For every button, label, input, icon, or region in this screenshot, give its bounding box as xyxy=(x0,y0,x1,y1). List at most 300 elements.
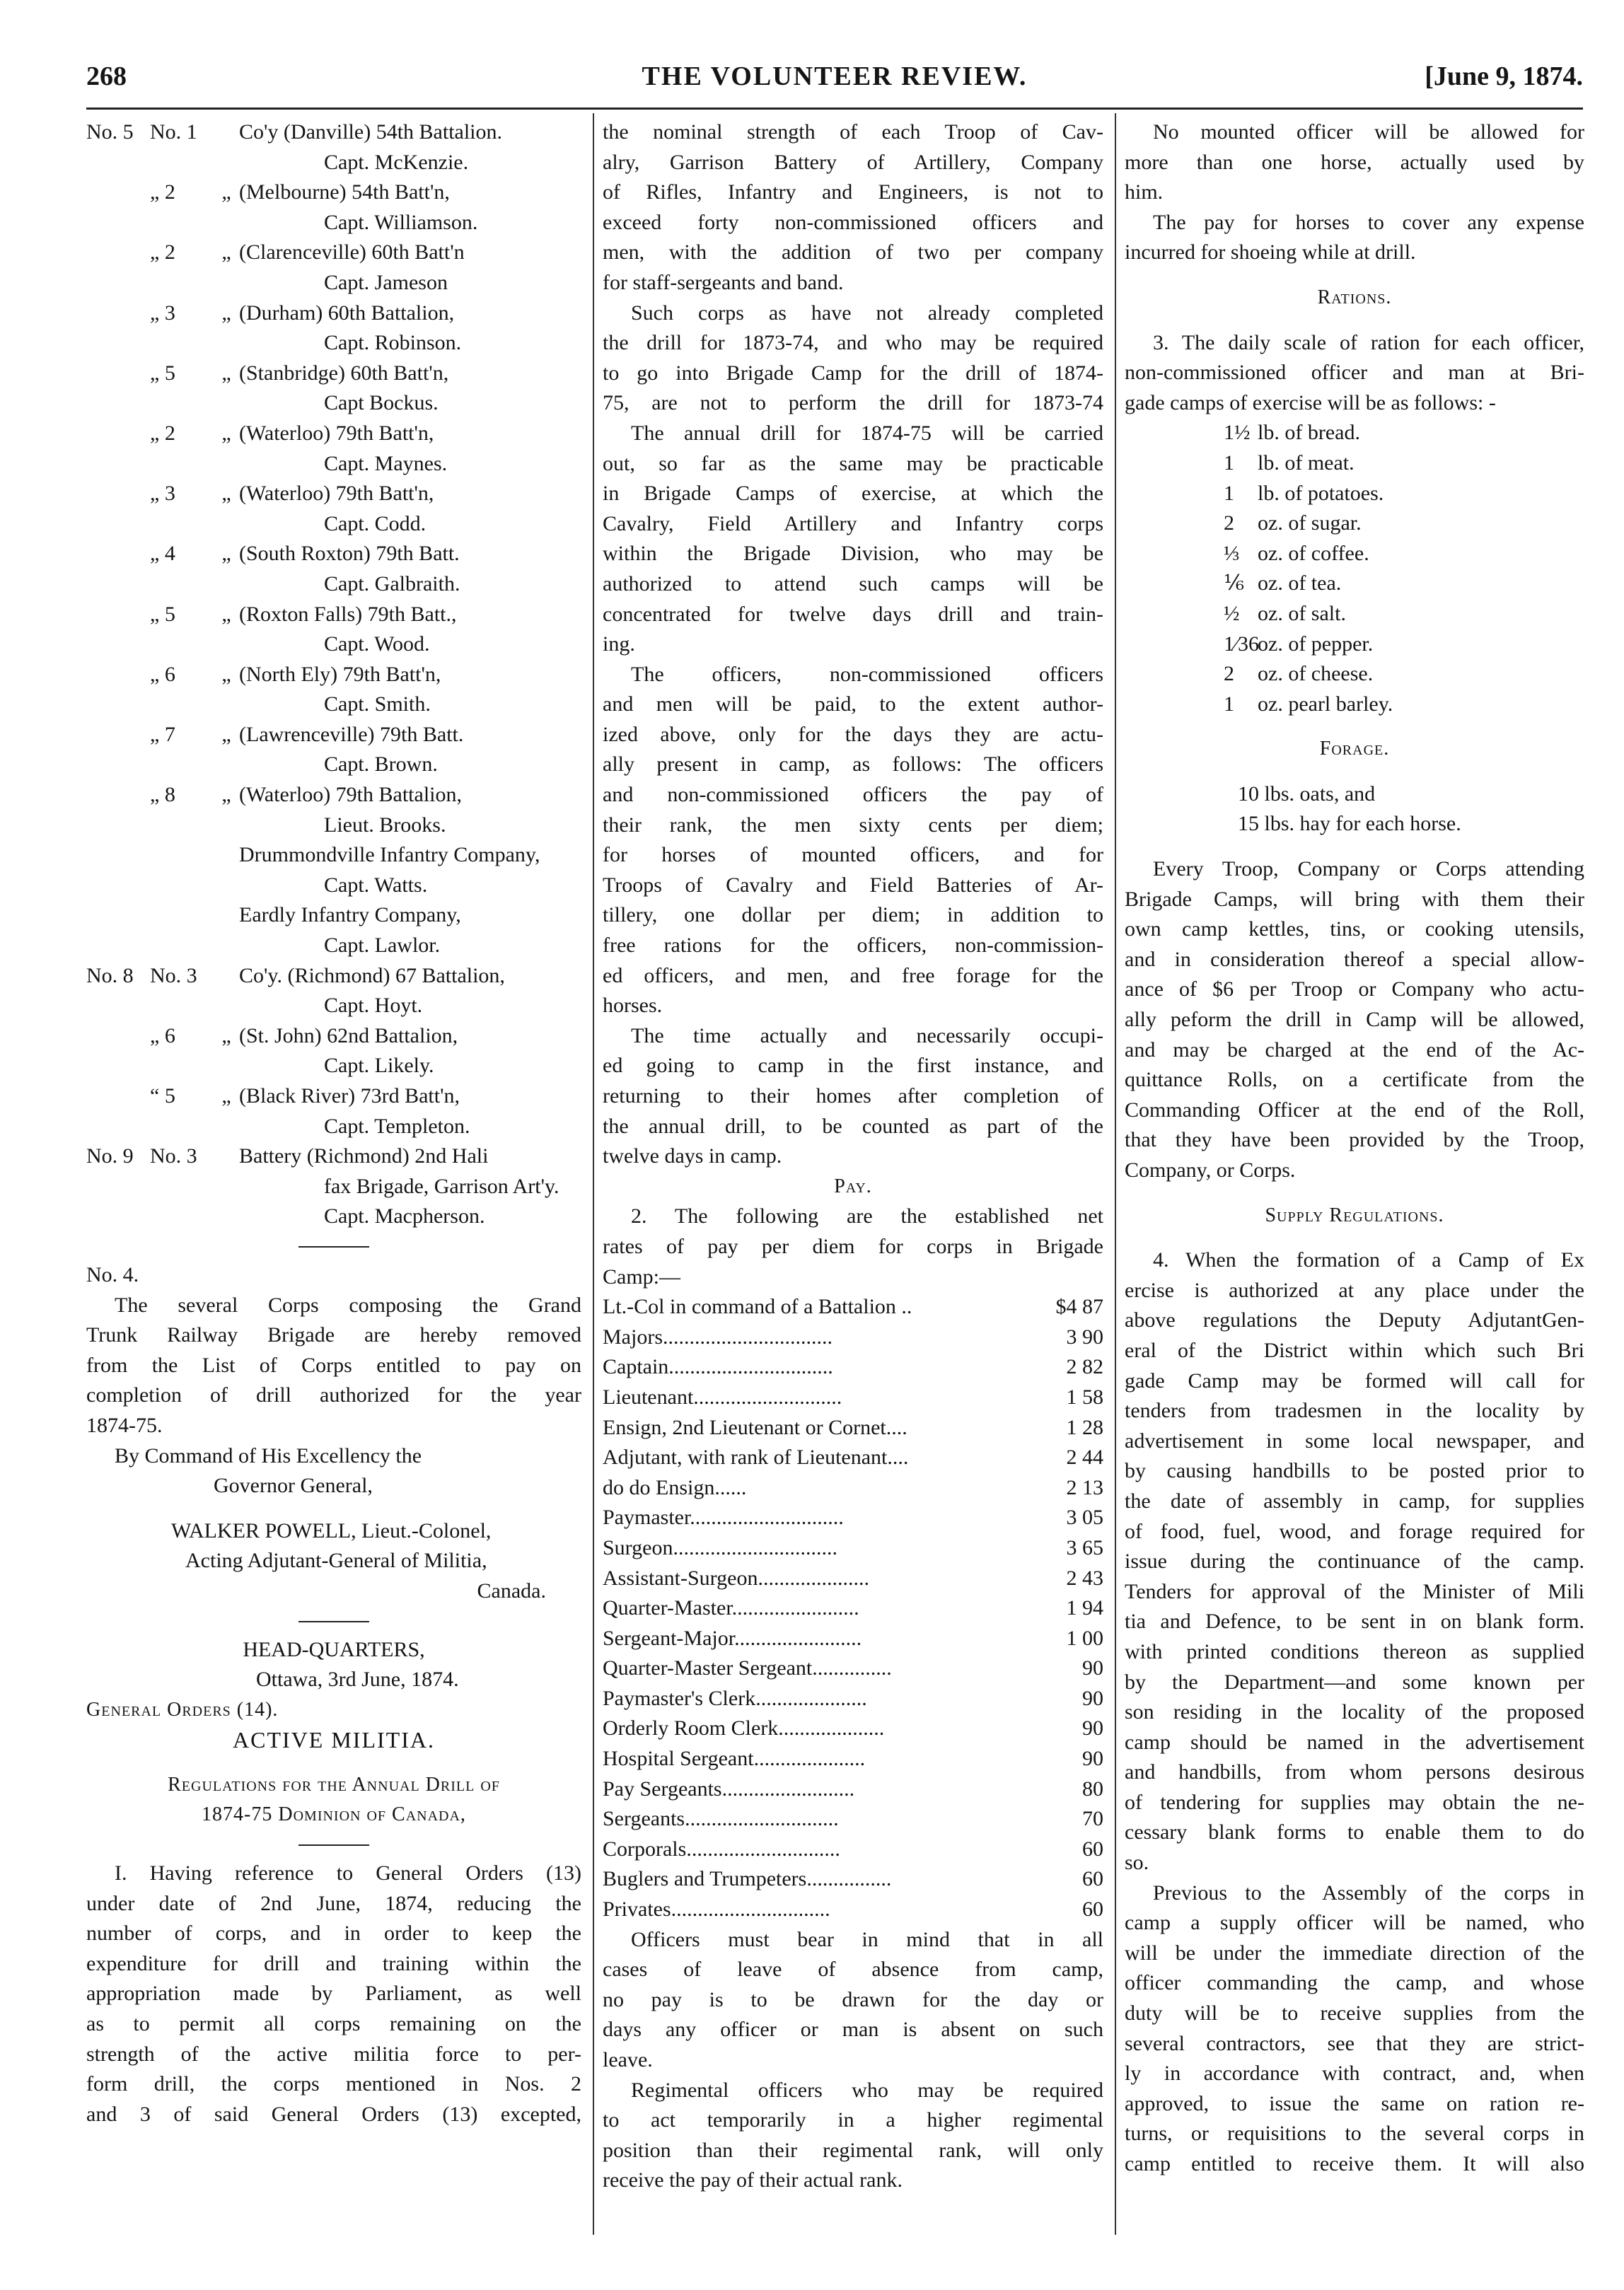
text-line: son residing in the locality of the proposed xyxy=(1125,1700,1584,1724)
rank-label: Lt.-Col in command of a Battalion .. xyxy=(603,1295,912,1319)
pay-row xyxy=(603,1503,1103,1533)
text-line: 75, are not to perform the drill for 1873-74 xyxy=(603,391,1103,415)
corps-entry xyxy=(86,900,581,931)
ration-description: lb. of meat. xyxy=(1258,451,1355,475)
rank-label: Adjutant, with rank of Lieutenant.... xyxy=(603,1446,909,1470)
pay-row xyxy=(603,1684,1103,1714)
brigade-division-number xyxy=(86,720,150,750)
corps-entry xyxy=(86,660,581,690)
column-3 xyxy=(1125,117,1584,2180)
pay-rate: 1 58 xyxy=(1066,1385,1103,1409)
text-line: of tendering for supplies may obtain the ne- xyxy=(1125,1790,1584,1814)
text-line: Camp:— xyxy=(603,1265,680,1289)
text-line: quittance Rolls, on a certificate from the xyxy=(1125,1068,1584,1092)
ration-item xyxy=(1125,418,1584,448)
corps-description: Co'y. (Richmond) 67 Battalion, xyxy=(239,963,505,987)
pay-row xyxy=(603,1714,1103,1744)
company-number: „ 2 xyxy=(150,180,175,204)
pay-row xyxy=(603,1413,1103,1443)
text-line: ance of $6 per Troop or Company who actu- xyxy=(1125,977,1584,1001)
brigade-division-number: No. 5 xyxy=(86,120,134,144)
commanding-officer: Capt. Wood. xyxy=(324,632,430,656)
brigade-division-number xyxy=(86,479,150,509)
ditto-mark: „ xyxy=(221,361,231,385)
company-number: „ 8 xyxy=(150,783,175,807)
commanding-officer: Capt. Brown. xyxy=(324,752,438,777)
by-command-line: By Command of His Excellency the xyxy=(115,1443,422,1467)
ditto-mark: „ xyxy=(221,1023,231,1047)
corps-description: Drummondville Infantry Company, xyxy=(239,843,540,867)
text-line: Tenders for approval of the Minister of Mili xyxy=(1125,1579,1584,1603)
text-line: their rank, the men sixty cents per diem; xyxy=(603,813,1103,837)
text-line: Company, or Corps. xyxy=(1125,1158,1296,1182)
ditto-mark: „ xyxy=(221,421,231,445)
commanding-officer: Capt. Jameson xyxy=(324,270,448,294)
text-line: and 3 of said General Orders (13) excepted, xyxy=(86,2102,581,2126)
corps-entry xyxy=(86,479,581,509)
paragraph xyxy=(603,298,1103,419)
ration-quantity: 2 xyxy=(1224,662,1234,686)
governor-line: Governor General, xyxy=(214,1474,373,1498)
brigade-division-number xyxy=(86,600,150,630)
corps-entry xyxy=(86,117,581,148)
ration-quantity: ½ xyxy=(1224,601,1240,625)
text-line: rates of pay per diem for corps in Brigade xyxy=(603,1234,1103,1258)
paragraph xyxy=(603,1021,1103,1172)
text-line: camp entitled to receive them. It will also xyxy=(1125,2152,1584,2175)
text-line: 4. When the formation of a Camp of Ex xyxy=(1153,1248,1584,1272)
forage-heading: Forage. xyxy=(1319,738,1390,760)
signatory-name: WALKER POWELL, Lieut.-Colonel, xyxy=(171,1518,492,1542)
text-line: days any officer or man is absent on such xyxy=(603,2018,1103,2042)
ditto-mark: „ xyxy=(221,783,231,807)
rank-label: Privates.............................. xyxy=(603,1897,830,1922)
corps-description: (Clarenceville) 60th Batt'n xyxy=(239,240,465,265)
paragraph xyxy=(603,1925,1103,2076)
text-line: alry, Garrison Battery of Artillery, Company xyxy=(603,150,1103,174)
text-line: and handbills, from whom persons desirous xyxy=(1125,1760,1584,1784)
pay-row xyxy=(603,1653,1103,1684)
regulations-title-1: Regulations for the Annual Drill of xyxy=(168,1773,500,1796)
pay-row xyxy=(603,1835,1103,1865)
corps-description: (St. John) 62nd Battalion, xyxy=(239,1023,458,1047)
text-line: for horses of mounted officers, and for xyxy=(603,843,1103,867)
ration-item xyxy=(1125,479,1584,509)
text-line: ed officers, and men, and free forage for the xyxy=(603,963,1103,987)
corps-entry xyxy=(86,1141,581,1172)
company-number: „ 6 xyxy=(150,662,175,686)
brigade-division-number xyxy=(86,840,150,871)
ration-description: oz. of tea. xyxy=(1258,571,1342,595)
pay-rate: 60 xyxy=(1082,1837,1103,1861)
text-line: under date of 2nd June, 1874, reducing the xyxy=(86,1891,581,1915)
text-line: tia and Defence, to be sent in on blank form. xyxy=(1125,1610,1584,1634)
rank-label: Buglers and Trumpeters................ xyxy=(603,1867,892,1891)
commanding-officer: Capt Bockus. xyxy=(324,391,439,415)
corps-entry xyxy=(86,720,581,750)
ration-quantity: 1 xyxy=(1224,692,1234,716)
paragraph xyxy=(1125,854,1584,1186)
pay-rate: 60 xyxy=(1082,1897,1103,1922)
ration-item xyxy=(1125,448,1584,479)
rank-label: Captain............................... xyxy=(603,1355,833,1379)
pay-rate: 1 00 xyxy=(1066,1626,1103,1650)
ration-description: oz. of salt. xyxy=(1258,601,1346,625)
text-line: issue during the continuance of the camp. xyxy=(1125,1550,1584,1574)
commanding-officer: Capt. Williamson. xyxy=(324,210,478,234)
text-line: ly in accordance with contract, and, when xyxy=(1125,2062,1584,2086)
text-line: receive the pay of their actual rank. xyxy=(603,2168,903,2192)
text-line: Troops of Cavalry and Field Batteries of Ar- xyxy=(603,873,1103,897)
brigade-division-number xyxy=(86,539,150,569)
brigade-division-number xyxy=(86,900,150,931)
headquarters-heading: HEAD-QUARTERS, xyxy=(243,1637,425,1661)
ration-description: oz. pearl barley. xyxy=(1258,692,1393,716)
rank-label: Assistant-Surgeon..................... xyxy=(603,1566,869,1590)
pay-row xyxy=(603,1864,1103,1895)
regulation-paragraph-1 xyxy=(86,1859,581,2129)
brigade-division-number xyxy=(86,238,150,268)
text-line: gade Camp may be formed will call for xyxy=(1125,1368,1584,1393)
text-line: the nominal strength of each Troop of Cav- xyxy=(603,120,1103,144)
text-line: completion of drill authorized for the year xyxy=(86,1383,581,1407)
pay-row xyxy=(603,1323,1103,1353)
company-number: No. 1 xyxy=(150,120,197,144)
commanding-officer: Capt. Likely. xyxy=(324,1054,434,1078)
commanding-officer: Capt. Smith. xyxy=(324,692,431,716)
ditto-mark: „ xyxy=(221,482,231,506)
text-line: and may be charged at the end of the Ac- xyxy=(1125,1038,1584,1062)
pay-row xyxy=(603,1895,1103,1925)
text-line: eral of the District within which such Bri xyxy=(1125,1338,1584,1362)
pay-rate: 2 44 xyxy=(1066,1446,1103,1470)
commanding-officer: Capt. Lawlor. xyxy=(324,934,441,958)
corps-description: (South Roxton) 79th Batt. xyxy=(239,542,460,566)
text-line: cessary blank forms to enable them to do xyxy=(1125,1820,1584,1844)
pay-row xyxy=(603,1352,1103,1383)
rations-intro xyxy=(1125,328,1584,419)
rank-label: Majors................................ xyxy=(603,1325,833,1349)
text-line: The pay for horses to cover any expense xyxy=(1153,210,1584,234)
text-line: 2. The following are the established net xyxy=(631,1204,1103,1228)
corps-description: Co'y (Danville) 54th Battalion. xyxy=(239,120,503,144)
commanding-officer: Capt. Galbraith. xyxy=(324,571,460,595)
active-militia-heading: ACTIVE MILITIA. xyxy=(233,1727,435,1753)
pay-row xyxy=(603,1593,1103,1624)
text-line: Cavalry, Field Artillery and Infantry corps xyxy=(603,511,1103,535)
pay-row xyxy=(603,1564,1103,1594)
corps-description: Battery (Richmond) 2nd Hali xyxy=(239,1144,489,1168)
paragraph xyxy=(603,660,1103,1021)
newspaper-title: THE VOLUNTEER REVIEW. xyxy=(642,62,1028,91)
supply-heading: Supply Regulations. xyxy=(1265,1204,1444,1226)
forage-item: 15 lbs. hay for each horse. xyxy=(1238,812,1461,836)
brigade-division-number xyxy=(86,359,150,389)
ration-quantity: 1 xyxy=(1224,451,1234,475)
text-line: Regimental officers who may be required xyxy=(631,2078,1103,2102)
text-line: in Brigade Camps of exercise, at which the xyxy=(603,482,1103,506)
corps-description: (Waterloo) 79th Battalion, xyxy=(239,783,462,807)
company-number: „ 2 xyxy=(150,421,175,445)
rank-label: Lieutenant............................ xyxy=(603,1385,842,1409)
text-line: Previous to the Assembly of the corps in xyxy=(1153,1881,1584,1905)
brigade-division-number xyxy=(86,1081,150,1112)
ration-quantity: 1 xyxy=(1224,481,1234,505)
corps-list xyxy=(86,117,581,1232)
text-line: 3. The daily scale of ration for each officer, xyxy=(1153,330,1584,354)
text-line: out, so far as the same may be practicable xyxy=(603,451,1103,475)
ditto-mark: „ xyxy=(221,602,231,626)
text-line: tenders from tradesmen in the locality by xyxy=(1125,1399,1584,1423)
pay-row xyxy=(603,1774,1103,1805)
commanding-officer: Lieut. Brooks. xyxy=(324,813,446,837)
text-line: to act temporarily in a higher regimental xyxy=(603,2108,1103,2132)
pay-row xyxy=(603,1533,1103,1564)
text-line: Trunk Railway Brigade are hereby removed xyxy=(86,1323,581,1347)
ditto-mark: „ xyxy=(221,662,231,686)
company-number: „ 4 xyxy=(150,542,175,566)
rank-label: do do Ensign...... xyxy=(603,1475,747,1499)
ration-item xyxy=(1125,569,1584,599)
brigade-division-number xyxy=(86,780,150,810)
pay-rate: 90 xyxy=(1082,1686,1103,1710)
ditto-mark: „ xyxy=(221,240,231,265)
text-line: camp should be named in the advertisement xyxy=(1125,1730,1584,1754)
paragraph xyxy=(603,2076,1103,2196)
pay-rate: 60 xyxy=(1082,1867,1103,1891)
text-line: appropriation made by Parliament, as well xyxy=(86,1982,581,2006)
paragraph xyxy=(1125,117,1584,208)
corps-description: (Durham) 60th Battalion, xyxy=(239,301,455,325)
text-line: Such corps as have not already completed xyxy=(631,301,1103,325)
ration-description: oz. of cheese. xyxy=(1258,662,1374,686)
pay-rate: 3 05 xyxy=(1066,1506,1103,1530)
ration-description: oz. of pepper. xyxy=(1258,632,1374,656)
ration-description: oz. of coffee. xyxy=(1258,541,1369,565)
corps-entry xyxy=(86,600,581,630)
ditto-mark: „ xyxy=(221,1084,231,1108)
text-line: and men will be paid, to the extent author- xyxy=(603,692,1103,716)
company-number: „ 5 xyxy=(150,602,175,626)
corps-description: (Melbourne) 54th Batt'n, xyxy=(239,180,450,204)
ration-item xyxy=(1125,539,1584,569)
ration-quantity: ⅓ xyxy=(1224,541,1240,565)
paragraph xyxy=(1125,1245,1584,1878)
ditto-mark: „ xyxy=(221,542,231,566)
text-line: The annual drill for 1874-75 will be carried xyxy=(631,421,1103,445)
company-number xyxy=(150,900,214,931)
ditto-mark xyxy=(214,117,239,148)
text-line: horses. xyxy=(603,994,663,1018)
text-line: men, with the addition of two per company xyxy=(603,240,1103,265)
corps-entry xyxy=(86,539,581,569)
company-number: „ 6 xyxy=(150,1023,175,1047)
column-1 xyxy=(86,117,581,2129)
issue-date: [June 9, 1874. xyxy=(1425,62,1583,91)
text-line: cases of leave of absence from camp, xyxy=(603,1958,1103,1982)
ditto-mark xyxy=(214,961,239,992)
brigade-division-number xyxy=(86,178,150,208)
pay-rate: 2 43 xyxy=(1066,1566,1103,1590)
pay-rate: 1 94 xyxy=(1066,1596,1103,1620)
rank-label: Hospital Sergeant..................... xyxy=(603,1747,866,1771)
text-line: with printed conditions thereon as supplied xyxy=(1125,1639,1584,1663)
company-number: „ 2 xyxy=(150,240,175,265)
commanding-officer: Capt. Hoyt. xyxy=(324,994,423,1018)
text-line: camp a supply officer will be named, who xyxy=(1125,1911,1584,1935)
commanding-officer: Capt. Maynes. xyxy=(324,451,448,475)
commanding-officer: Capt. Codd. xyxy=(324,511,427,535)
text-line: Every Troop, Company or Corps attending xyxy=(1153,857,1584,881)
forage-list xyxy=(1125,779,1584,839)
column-divider xyxy=(593,113,594,2235)
ration-item xyxy=(1125,690,1584,720)
text-line: by the Department—and some known per xyxy=(1125,1670,1584,1694)
header-rule xyxy=(86,107,1583,110)
text-line: the annual drill, to be counted as part of the xyxy=(603,1114,1103,1138)
text-line: ally peform the drill in Camp will be allowed, xyxy=(1125,1008,1584,1032)
ration-item xyxy=(1125,599,1584,629)
pay-row xyxy=(603,1473,1103,1504)
text-line: ing. xyxy=(603,632,635,656)
corps-entry xyxy=(86,359,581,389)
text-line: ized above, only for the days they are actu- xyxy=(603,722,1103,746)
text-line: The time actually and necessarily occupi- xyxy=(631,1023,1103,1047)
text-line: No mounted officer will be allowed for xyxy=(1153,120,1584,144)
ration-item xyxy=(1125,508,1584,539)
text-line: no pay is to be drawn for the day or xyxy=(603,1987,1103,2011)
commanding-officer: Capt. Templeton. xyxy=(324,1114,470,1138)
corps-description: (North Ely) 79th Batt'n, xyxy=(239,662,441,686)
corps-description: (Black River) 73rd Batt'n, xyxy=(239,1084,460,1108)
rank-label: Quarter-Master........................ xyxy=(603,1596,859,1620)
text-line: advertisement in some local newspaper, and xyxy=(1125,1429,1584,1453)
signatory-title: Acting Adjutant-General of Militia, xyxy=(185,1549,487,1573)
pay-rate: $4 87 xyxy=(1055,1295,1103,1319)
text-line: I. Having reference to General Orders (13) xyxy=(115,1861,581,1885)
commanding-officer: fax Brigade, Garrison Art'y. xyxy=(324,1174,559,1198)
pay-row xyxy=(603,1744,1103,1774)
corps-entry xyxy=(86,1021,581,1052)
text-line: duty will be to receive supplies from the xyxy=(1125,2001,1584,2025)
column-2 xyxy=(603,117,1103,2196)
text-line: the date of assembly in camp, for supplies xyxy=(1125,1489,1584,1513)
corps-description: (Waterloo) 79th Batt'n, xyxy=(239,421,434,445)
brigade-division-number: No. 9 xyxy=(86,1144,134,1168)
text-line: twelve days in camp. xyxy=(603,1144,782,1168)
corps-entry xyxy=(86,238,581,268)
rank-label: Sergeants............................. xyxy=(603,1807,839,1831)
headquarters-date: Ottawa, 3rd June, 1874. xyxy=(256,1668,459,1692)
section-rule xyxy=(298,1621,369,1622)
brigade-division-number: No. 8 xyxy=(86,963,134,987)
general-orders-heading: General Orders (14). xyxy=(86,1698,279,1721)
ditto-mark: „ xyxy=(221,301,231,325)
corps-description: (Waterloo) 79th Batt'n, xyxy=(239,482,434,506)
pay-rate: 1 28 xyxy=(1066,1415,1103,1439)
text-line: will be under the immediate direction of the xyxy=(1125,1941,1584,1965)
text-line: exceed forty non-commissioned officers and xyxy=(603,210,1103,234)
ration-quantity: 2 xyxy=(1224,511,1234,535)
rank-label: Orderly Room Clerk.................... xyxy=(603,1716,885,1740)
text-line: from the List of Corps entitled to pay on xyxy=(86,1353,581,1377)
text-line: by causing handbills to be posted prior to xyxy=(1125,1459,1584,1483)
company-number: „ 3 xyxy=(150,482,175,506)
ditto-mark xyxy=(214,900,239,931)
brigade-division-number xyxy=(86,1021,150,1052)
text-line: so. xyxy=(1125,1851,1149,1875)
pay-row xyxy=(603,1804,1103,1835)
pay-rate: 3 90 xyxy=(1066,1325,1103,1349)
text-line: more than one horse, actually used by xyxy=(1125,150,1584,174)
pay-rate: 90 xyxy=(1082,1656,1103,1680)
text-line: and in consideration thereof a special allow- xyxy=(1125,947,1584,971)
pay-heading: Pay. xyxy=(834,1175,872,1197)
regulations-title-2: 1874-75 Dominion of Canada, xyxy=(202,1803,466,1826)
order-number: No. 4. xyxy=(86,1262,139,1286)
corps-entry xyxy=(86,780,581,810)
text-line: of food, fuel, wood, and forage required for xyxy=(1125,1519,1584,1543)
text-line: 1874-75. xyxy=(86,1413,163,1437)
text-line: ally present in camp, as follows: The officers xyxy=(603,752,1103,777)
text-line: that they have been provided by the Troop, xyxy=(1125,1128,1584,1152)
pay-rate: 3 65 xyxy=(1066,1535,1103,1559)
ration-description: lb. of potatoes. xyxy=(1258,481,1384,505)
paragraph xyxy=(1125,1878,1584,2180)
pay-rate: 70 xyxy=(1082,1807,1103,1831)
text-line: as to permit all corps remaining on the xyxy=(86,2012,581,2036)
corps-description: (Stanbridge) 60th Batt'n, xyxy=(239,361,449,385)
text-line: ercise is authorized at any place under the xyxy=(1125,1278,1584,1302)
text-line: own camp kettles, tins, or cooking utensils, xyxy=(1125,917,1584,941)
pay-row xyxy=(603,1443,1103,1473)
text-line: position than their regimental rank, will only xyxy=(603,2138,1103,2162)
text-line: approved, to issue the same on ration re- xyxy=(1125,2091,1584,2115)
text-line: incurred for shoeing while at drill. xyxy=(1125,240,1416,265)
pay-row xyxy=(603,1292,1103,1323)
corps-entry xyxy=(86,298,581,329)
ditto-mark: „ xyxy=(221,722,231,746)
ration-item xyxy=(1125,659,1584,690)
text-line: authorized to attend such camps will be xyxy=(603,571,1103,595)
rank-label: Paymaster............................. xyxy=(603,1506,844,1530)
ditto-mark xyxy=(214,840,239,871)
company-number xyxy=(150,840,214,871)
paragraph xyxy=(603,419,1103,660)
rank-label: Corporals............................. xyxy=(603,1837,840,1861)
text-line: non-commissioned officer and man at Bri- xyxy=(1125,361,1584,385)
company-number: „ 3 xyxy=(150,301,175,325)
text-line: strength of the active militia force to per- xyxy=(86,2042,581,2066)
text-line: form drill, the corps mentioned in Nos. 2 xyxy=(86,2072,581,2096)
text-line: expenditure for drill and training within the xyxy=(86,1951,581,1975)
text-line: The several Corps composing the Grand xyxy=(115,1293,581,1317)
ration-item xyxy=(1125,629,1584,660)
rations-list xyxy=(1125,418,1584,719)
text-line: and non-commissioned officers the pay of xyxy=(603,783,1103,807)
commanding-officer: Capt. Robinson. xyxy=(324,331,462,355)
ditto-mark xyxy=(214,1141,239,1172)
company-number: „ 7 xyxy=(150,722,175,746)
text-line: ed going to camp in the first instance, and xyxy=(603,1054,1103,1078)
text-line: the drill for 1873-74, and who may be required xyxy=(603,331,1103,355)
paragraph xyxy=(603,117,1103,298)
text-line: several contractors, see that they are strict- xyxy=(1125,2031,1584,2055)
text-line: within the Brigade Division, who may be xyxy=(603,542,1103,566)
section-rule xyxy=(298,1844,369,1846)
text-line: of Rifles, Infantry and Engineers, is not to xyxy=(603,180,1103,204)
text-line: The officers, non-commissioned officers xyxy=(631,662,1103,686)
